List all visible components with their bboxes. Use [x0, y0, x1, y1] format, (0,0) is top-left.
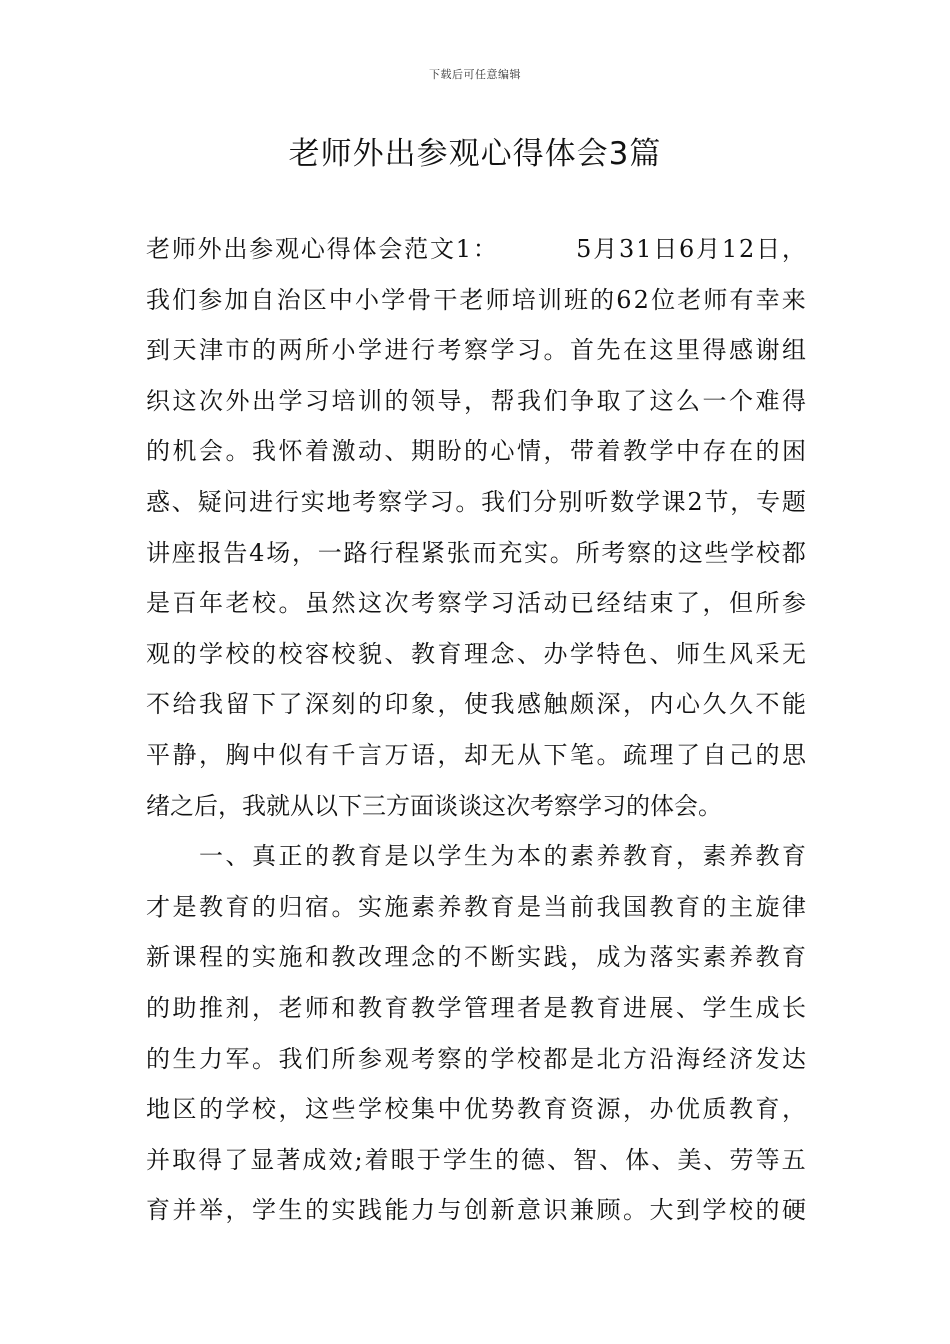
- text-line: 不 给 我 留 下 了 深 刻 的 印 象 ， 使 我 感 触 颇 深 ， 内 心 久 久 不 能: [146, 690, 806, 719]
- text-line: 我 们 参 加 自 治 区 中 小 学 骨 干 老 师 培 训 班 的 6 2 位 老 师 有 幸 来: [146, 285, 806, 314]
- text-line: 观 的 学 校 的 校 容 校 貌 、 教 育 理 念 、 办 学 特 色 、 师 生 风 采 无: [146, 639, 806, 668]
- text-line: 才 是 教 育 的 归 宿 。 实 施 素 养 教 育 是 当 前 我 国 教 育 的 主 旋 律: [146, 892, 806, 921]
- body-text: [146, 224, 806, 1236]
- text-line: 并 取 得 了 显 著 成 效 ; 着 眼 于 学 生 的 德 、 智 、 体 、 美 、 劳 等 五: [146, 1145, 806, 1174]
- text-line: 的 助 推 剂 ， 老 师 和 教 育 教 学 管 理 者 是 教 育 进 展 、 学 生 成 长: [146, 993, 806, 1022]
- document-title: 老师外出参观心得体会3篇: [288, 136, 662, 172]
- text-line: 的 生 力 军 。 我 们 所 参 观 考 察 的 学 校 都 是 北 方 沿 海 经 济 发 达: [146, 1044, 806, 1073]
- text-line: 育 并 举 ， 学 生 的 实 践 能 力 与 创 新 意 识 兼 顾 。 大 到 学 校 的 硬: [146, 1196, 806, 1225]
- text-line: 的 机 会 。 我 怀 着 激 动 、 期 盼 的 心 情 ， 带 着 教 学 中 存 在 的 困: [146, 437, 806, 466]
- text-line: 到 天 津 市 的 两 所 小 学 进 行 考 察 学 习 。 首 先 在 这 里 得 感 谢 组: [146, 336, 806, 365]
- text-line: 一 、 真 正 的 教 育 是 以 学 生 为 本 的 素 养 教 育 ， 素 养 教 育: [199, 842, 806, 871]
- header-note: 下载后可任意编辑: [429, 68, 521, 81]
- text-line: 讲 座 报 告 4 场 ， 一 路 行 程 紧 张 而 充 实 。 所 考 察 的 这 些 学 校 都: [146, 538, 806, 567]
- text-line: 平 静 ， 胸 中 似 有 千 言 万 语 ， 却 无 从 下 笔 。 疏 理 了 自 己 的 思: [146, 740, 806, 769]
- text-line: 新 课 程 的 实 施 和 教 改 理 念 的 不 断 实 践 ， 成 为 落 实 素 养 教 育: [146, 943, 806, 972]
- text-line: 老 师 外 出 参 观 心 得 体 会 范 文 1 ： 5 月 3 1 日 6 月 1 2 日 ，: [146, 235, 806, 263]
- text-line: 织 这 次 外 出 学 习 培 训 的 领 导 ， 帮 我 们 争 取 了 这 么 一 个 难 得: [146, 386, 806, 415]
- text-line: 绪之后，我就从以下三方面谈谈这次考察学习的体会。: [146, 791, 722, 820]
- text-line: 地 区 的 学 校 ， 这 些 学 校 集 中 优 势 教 育 资 源 ， 办 优 质 教 育 ，: [146, 1095, 806, 1124]
- text-line: 是 百 年 老 校 。 虽 然 这 次 考 察 学 习 活 动 已 经 结 束 了 ， 但 所 参: [146, 589, 806, 618]
- text-line: 惑 、 疑 问 进 行 实 地 考 察 学 习 。 我 们 分 别 听 数 学 课 2 节 ， 专 题: [146, 487, 806, 516]
